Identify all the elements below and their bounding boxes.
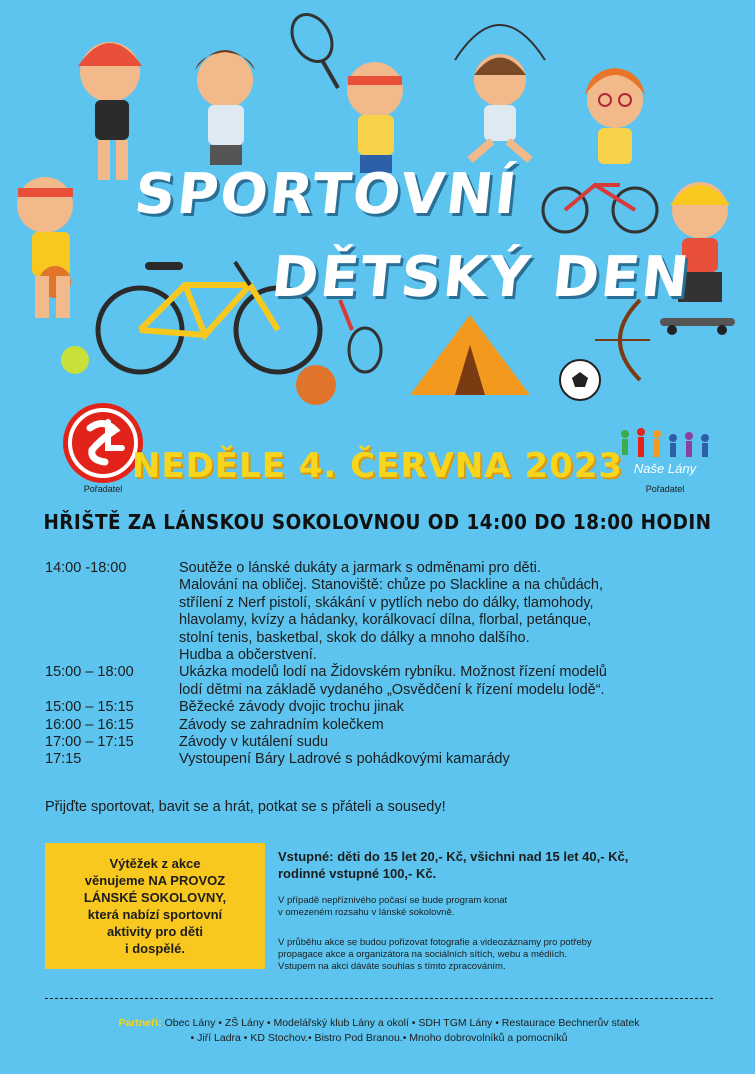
proceeds-line: LÁNSKÉ SOKOLOVNY, <box>83 890 227 905</box>
weather-note <box>278 895 698 919</box>
partners <box>45 1016 713 1046</box>
tennis-ball-icon <box>61 346 89 374</box>
invitation-text: Přijďte sportovat, bavit se a hrát, potkat se s přáteli a sousedy! <box>45 799 446 815</box>
event-venue: HŘIŠTĚ ZA LÁNSKOU SOKOLOVNOU OD 14:00 DO 18:00 HODIN <box>43 510 712 534</box>
schedule-time: 15:00 – 15:15 <box>45 699 134 716</box>
dashed-divider <box>45 998 713 999</box>
event-date: NEDĚLE 4. ČERVNA 2023 <box>131 446 624 486</box>
schedule-time: 17:15 <box>45 751 82 768</box>
schedule-row <box>45 734 735 751</box>
bow-arrow-icon <box>595 300 650 380</box>
schedule-row <box>45 751 735 768</box>
schedule-row <box>45 560 735 664</box>
proceeds-line: Výtěžek z akce <box>109 856 201 871</box>
schedule <box>45 560 735 769</box>
title-line-2: DĚTSKÝ DEN <box>268 245 694 310</box>
badminton-racket-icon <box>284 7 340 88</box>
note-line: propagace akce a organizátora na sociálních sítích, webu a médiích. <box>278 949 567 960</box>
rackets-icon <box>340 300 381 372</box>
proceeds-line: která nabízí sportovní <box>87 907 223 922</box>
proceeds-box <box>45 843 265 969</box>
schedule-time: 17:00 – 17:15 <box>45 734 134 751</box>
kid-helmet-icon <box>78 42 142 180</box>
schedule-description: Vystoupení Báry Ladrové s pohádkovými kamarády <box>179 751 510 768</box>
price-line: Vstupné: děti do 15 let 20,- Kč, všichni nad 15 let 40,- Kč, <box>278 849 629 864</box>
schedule-line: Hudba a občerstvení. <box>179 647 317 664</box>
schedule-line: hlavolamy, kvízy a hádanky, korálkovací dílna, florbal, petánque, <box>179 612 592 629</box>
schedule-time: 15:00 – 18:00 <box>45 664 134 681</box>
right-logo-caption: Pořadatel <box>645 484 685 494</box>
schedule-row <box>45 699 735 716</box>
kid-bike-icon <box>543 68 657 232</box>
nase-lany-logo-text: Naše Lány <box>633 461 697 476</box>
schedule-line: Malování na obličej. Stanoviště: chůze po Slackline a na chůdách, <box>179 577 603 594</box>
left-logo-caption: Pořadatel <box>83 484 123 494</box>
schedule-line: Soutěže o lánské dukáty a jarmark s odměnami pro děti. <box>179 560 541 576</box>
schedule-line: stolní tenis, basketbal, skok do dálky a mnoho dalšího. <box>179 629 530 646</box>
schedule-description <box>179 560 735 664</box>
soccer-ball-icon <box>560 360 600 400</box>
schedule-time: 16:00 – 16:15 <box>45 716 134 733</box>
proceeds-line: i dospělé. <box>125 941 185 956</box>
kid-headband-icon <box>347 62 403 173</box>
schedule-description: Závody v kutálení sudu <box>179 734 329 751</box>
photo-consent-note <box>278 937 698 973</box>
proceeds-line: věnujeme NA PROVOZ <box>84 873 226 888</box>
partners-line-1: Obec Lány • ZŠ Lány • Modelářský klub Lány a okolí • SDH TGM Lány • Restaurace Bechnerův statek <box>164 1017 640 1029</box>
schedule-time: 14:00 -18:00 <box>45 560 127 576</box>
kid-jumprope-icon <box>455 25 545 160</box>
schedule-description: Běžecké závody dvojic trochu jinak <box>179 699 404 716</box>
schedule-line: Ukázka modelů lodí na Židovském rybníku. Možnost řízení modelů <box>179 664 607 681</box>
tent-icon <box>410 315 530 395</box>
note-line: Vstupem na akci dáváte souhlas s tímto zpracováním. <box>278 961 506 972</box>
schedule-description: Závody se zahradním kolečkem <box>179 716 384 733</box>
schedule-line: střílení z Nerf pistolí, skákání v pytlích nebo do dálky, tlamohody, <box>179 594 594 611</box>
schedule-row <box>45 717 735 734</box>
basketball-icon <box>296 365 336 405</box>
title-line-1: SPORTOVNÍ <box>131 162 522 227</box>
proceeds-line: aktivity pro děti <box>106 924 204 939</box>
kid-basketball-icon <box>17 177 73 318</box>
admission-prices <box>278 848 698 882</box>
schedule-row <box>45 664 735 699</box>
note-line: V průběhu akce se budou pořizovat fotografie a videozáznamy pro potřeby <box>278 937 592 948</box>
price-line: rodinné vstupné 100,- Kč. <box>278 866 437 881</box>
partners-label: Partneři: <box>118 1017 162 1029</box>
schedule-description <box>179 664 735 699</box>
note-line: v omezeném rozsahu v lánské sokolovně. <box>278 907 455 918</box>
schedule-line: lodí dětmi na základě vydaného „Osvědčení k řízení modelu lodě“. <box>179 681 605 698</box>
kid-girl-icon <box>195 50 255 165</box>
partners-line-2: • Jiří Ladra • KD Stochov.• Bistro Pod Branou.• Mnoho dobrovolníků a pomocníků <box>190 1032 568 1044</box>
note-line: V případě nepříznivého počasí se bude program konat <box>278 895 508 906</box>
